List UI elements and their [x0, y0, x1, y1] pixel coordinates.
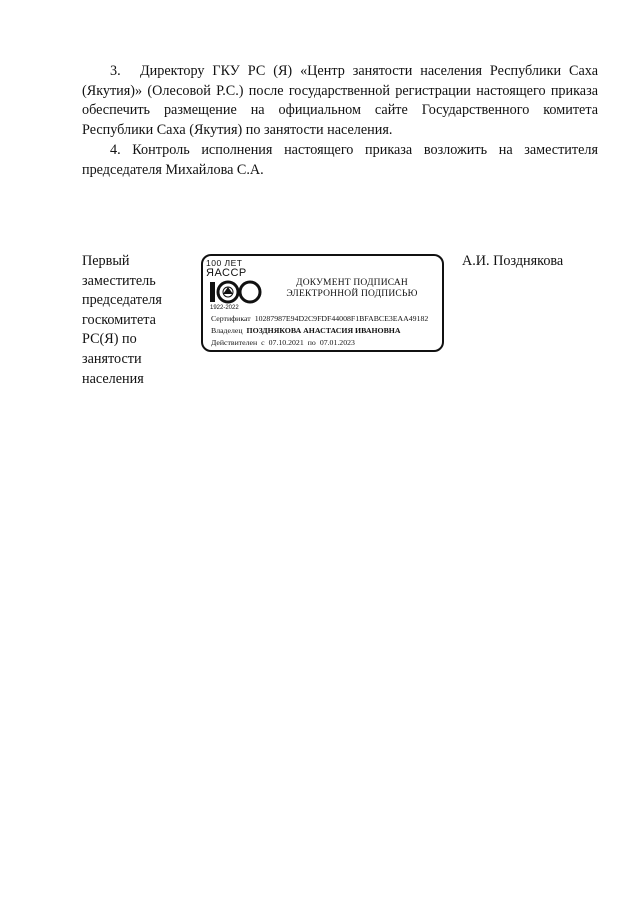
valid-from-label: с	[261, 338, 265, 347]
emblem-name: ЯАССР	[206, 267, 247, 279]
signer-title-line: населения	[82, 370, 144, 387]
signer-title-line: заместитель	[82, 272, 156, 289]
valid-label: Действителен	[211, 338, 258, 347]
validity-line	[211, 338, 355, 347]
paragraph-4-text: 4. Контроль исполнения настоящего приказа возложить на заместителя председателя Михайлова С.А.	[82, 142, 598, 178]
emblem-years: 100 ЛЕТ	[206, 258, 243, 268]
signer-title-line: председателя	[82, 292, 162, 309]
signer-title-line: РС(Я) по	[82, 331, 137, 348]
signer-title-line: госкомитета	[82, 311, 156, 328]
owner-line	[211, 326, 400, 335]
paragraph-3	[82, 62, 598, 140]
emblem-100-icon	[208, 279, 264, 305]
signer-title-line: Первый	[82, 253, 130, 269]
anniversary-emblem-logo	[206, 259, 266, 313]
emblem-span: 1922-2022	[210, 305, 239, 311]
owner-label: Владелец	[211, 326, 243, 335]
stamp-header	[263, 278, 441, 300]
owner-value: ПОЗДНЯКОВА АНАСТАСИЯ ИВАНОВНА	[246, 326, 401, 335]
certificate-value: 10287987E94D2C9FDF44008F1BFABCE3EAA49182	[254, 314, 429, 323]
certificate-label: Сертификат	[211, 314, 251, 323]
stamp-header-line2: ЭЛЕКТРОННОЙ ПОДПИСЬЮ	[286, 289, 418, 299]
stamp-header-line1: ДОКУМЕНТ ПОДПИСАН	[296, 278, 408, 288]
valid-from: 07.10.2021	[268, 338, 304, 347]
paragraph-4	[82, 141, 598, 180]
paragraph-3-number: 3.	[110, 63, 121, 79]
valid-to: 07.01.2023	[319, 338, 355, 347]
certificate-line	[211, 314, 428, 323]
signer-title-line: занятости	[82, 350, 142, 367]
signer-title	[82, 252, 192, 389]
valid-to-label: по	[307, 338, 316, 347]
electronic-signature-stamp	[201, 254, 444, 352]
paragraph-3-text: Директору ГКУ РС (Я) «Центр занятости населения Республики Саха (Якутия)» (Олесовой Р.С.) после государственной регистрации настоящего приказа обеспечить размещение на официальном сайте Государственного комитета Республики Саха (Якутия) по занятости населения.	[82, 63, 598, 138]
signer-name: А.И. Позднякова	[462, 253, 564, 269]
